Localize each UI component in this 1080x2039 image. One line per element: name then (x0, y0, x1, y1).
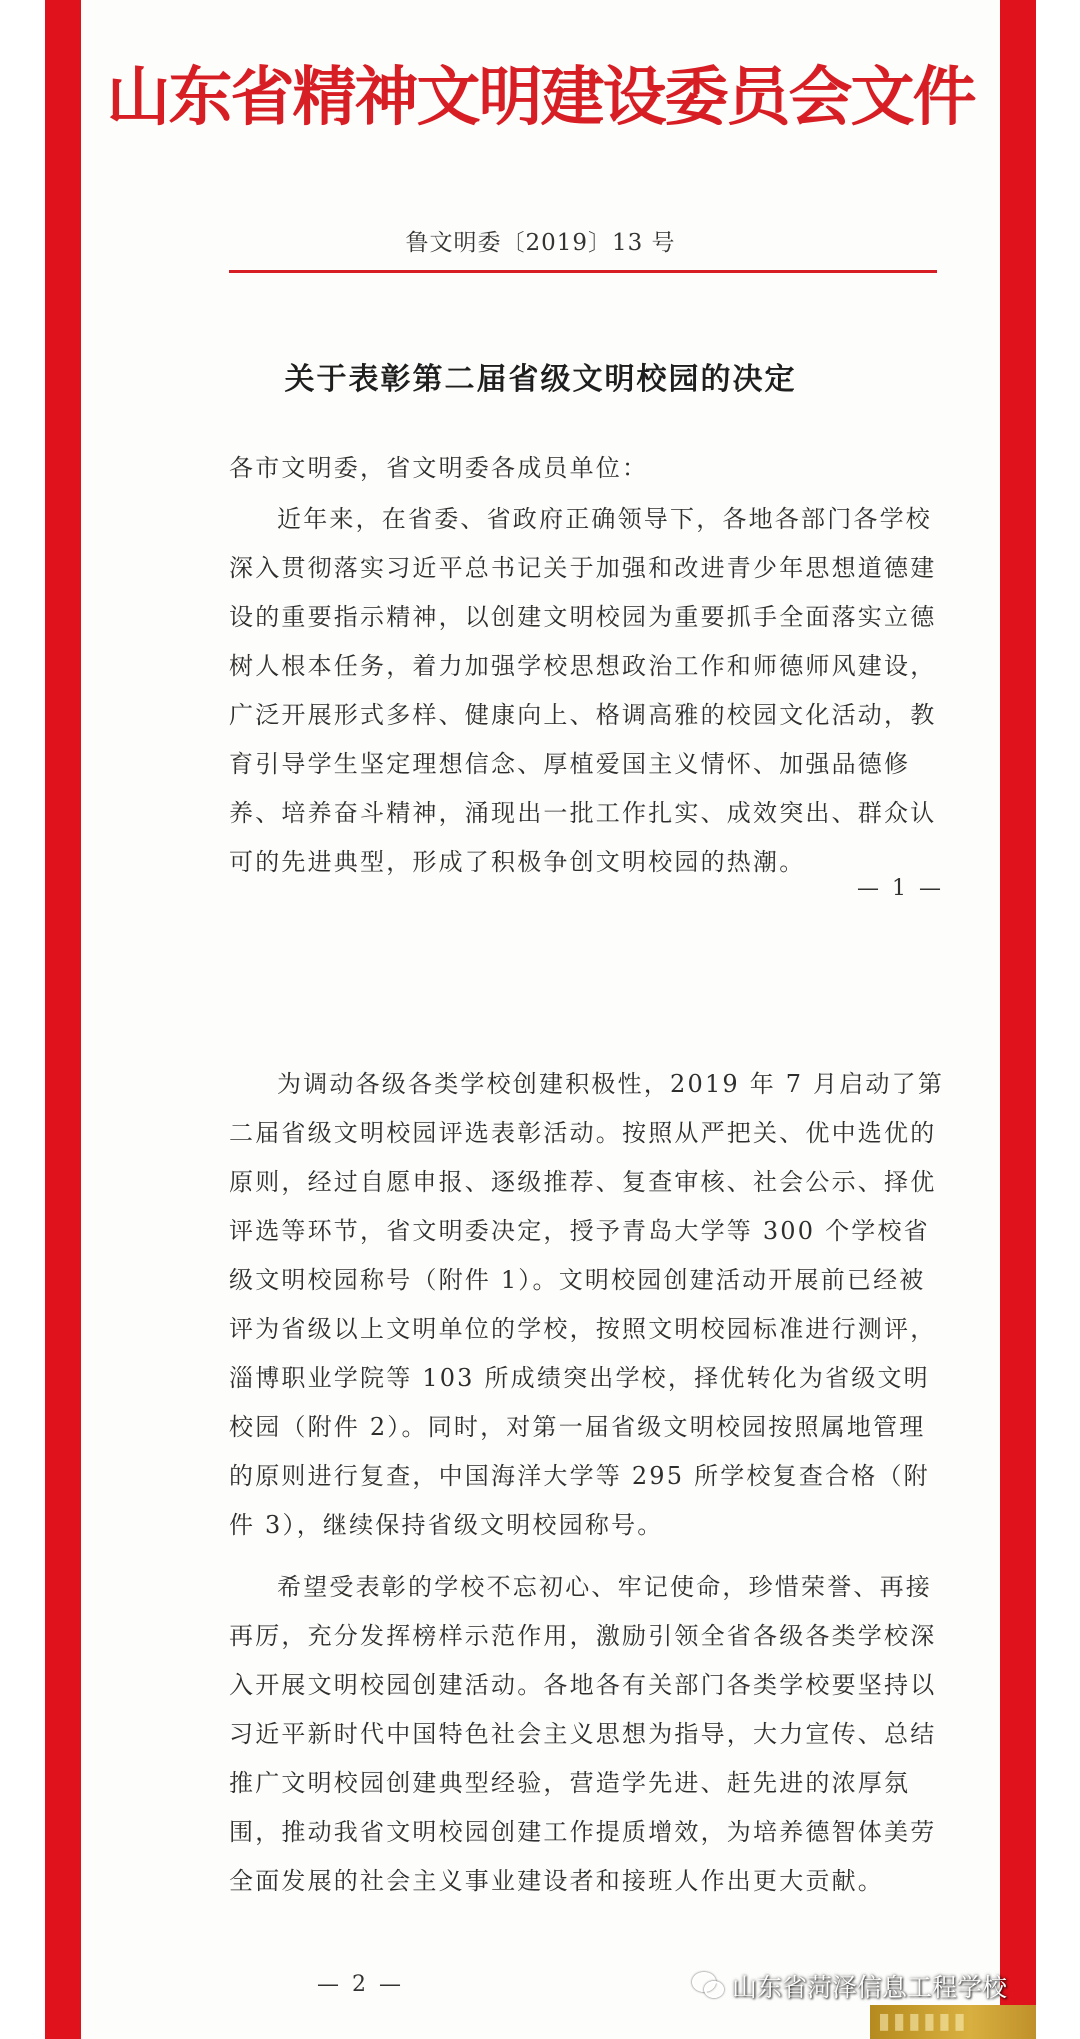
paragraph-1: 近年来，在省委、省政府正确领导下，各地各部门各学校深入贯彻落实习近平总书记关于加强和改进青少年思想道德建设的重要指示精神，以创建文明校园为重要抓手全面落实立德树人根本任务，着力加强学校思想政治工作和师德师风建设，广泛开展形式多样、健康向上、格调高雅的校园文化活动，教育引导学生坚定理想信念、厚植爱国主义情怀、加强品德修养、培养奋斗精神，涌现出一批工作扎实、成效突出、群众认可的先进典型，形成了积极争创文明校园的热潮。 (229, 505, 937, 876)
document-title: 关于表彰第二届省级文明校园的决定 (284, 362, 797, 397)
paragraph-3: 希望受表彰的学校不忘初心、牢记使命，珍惜荣誉、再接再厉，充分发挥榜样示范作用，激励引领全省各级各类学校深入开展文明校园创建活动。各地各有关部门各类学校要坚持以习近平新时代中国特色社会主义思想为指导，大力宣传、总结推广文明校园创建典型经验，营造学先进、赶先进的浓厚氛围，推动我省文明校园创建工作提质增效，为培养德智体美劳全面发展的社会主义事业建设者和接班人作出更大贡献。 (229, 1573, 937, 1895)
salutation: 各市文明委，省文明委各成员单位： (229, 454, 649, 482)
watermark-text: 山东省菏泽信息工程学校 (732, 1973, 1008, 2002)
wechat-icon (692, 1972, 724, 2000)
corner-logo-strip: ▮▮▮▮▮▮ (870, 2005, 1036, 2039)
left-red-border (45, 0, 81, 2039)
red-divider-line (229, 270, 937, 273)
right-red-border (1000, 0, 1036, 2039)
document-number: 鲁文明委〔2019〕13 号 (405, 230, 676, 256)
document-page (81, 0, 1000, 2039)
paragraph-2: 为调动各级各类学校创建积极性，2019 年 7 月启动了第二届省级文明校园评选表彰活动。按照从严把关、优中选优的原则，经过自愿申报、逐级推荐、复查审核、社会公示、择优评选等环节，省文明委决定，授予青岛大学等 300 个学校省级文明校园称号（附件 1）。文明校园创建活动开展前已经被评为省级以上文明单位的学校，按照文明校园标准进行测评，淄博职业学院等 103 所成绩突出学校，择优转化为省级文明校园（附件 2）。同时，对第一届省级文明校园按照属地管理的原则进行复查，中国海洋大学等 295 所学校复查合格（附件 3），继续保持省级文明校园称号。 (229, 1070, 945, 1539)
issuing-authority-header: 山东省精神文明建设委员会文件 (106, 60, 975, 135)
page-number-2: — 2 — (317, 1972, 404, 1997)
page-number-1: — 1 — (857, 876, 944, 901)
wechat-watermark (692, 1968, 1007, 2004)
